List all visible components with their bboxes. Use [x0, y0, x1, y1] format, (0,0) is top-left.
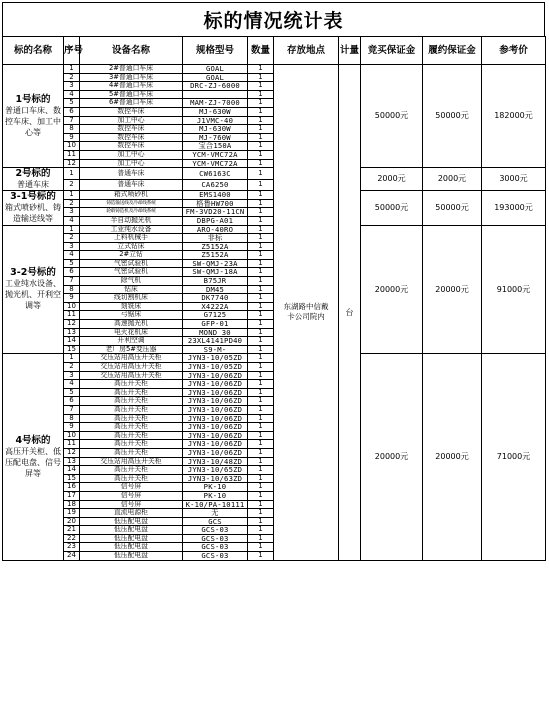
item-seq: 4: [64, 251, 80, 260]
item-qty: 1: [248, 259, 274, 268]
item-model: 23XL4141PD40: [183, 337, 248, 346]
item-device: 数控车床: [80, 125, 183, 134]
item-seq: 3: [64, 242, 80, 251]
item-qty: 1: [248, 509, 274, 518]
item-model: Z5152A: [183, 251, 248, 260]
item-seq: 12: [64, 159, 80, 168]
item-device: 低压配电盘: [80, 534, 183, 543]
item-qty: 1: [248, 242, 274, 251]
item-device: 低压配电盘: [80, 526, 183, 535]
item-device: 线切割机床: [80, 294, 183, 303]
item-qty: 1: [248, 363, 274, 372]
item-qty: 1: [248, 371, 274, 380]
item-qty: 1: [248, 354, 274, 363]
header-bid-deposit: 竞买保证金: [361, 37, 423, 65]
item-seq: 9: [64, 423, 80, 432]
item-device: 除气机: [80, 277, 183, 286]
item-model: MJ-760W: [183, 133, 248, 142]
item-qty: 1: [248, 431, 274, 440]
item-qty: 1: [248, 380, 274, 389]
item-qty: 1: [248, 552, 274, 561]
item-seq: 8: [64, 125, 80, 134]
item-model: CA6250: [183, 179, 248, 191]
item-seq: 10: [64, 431, 80, 440]
lot-name: 1号标的: [15, 94, 51, 106]
item-seq: 15: [64, 474, 80, 483]
item-model: JYN3-10/06ZD: [183, 405, 248, 414]
item-model: JYN3-10/48ZD: [183, 457, 248, 466]
item-model: EMS1400: [183, 191, 248, 200]
item-model: B75JR: [183, 277, 248, 286]
item-device: 2#普通口车床: [80, 65, 183, 74]
item-seq: 1: [64, 65, 80, 74]
item-qty: 1: [248, 116, 274, 125]
measure-unit: 台: [339, 65, 361, 561]
item-qty: 1: [248, 328, 274, 337]
item-device: 高压开关柜: [80, 448, 183, 457]
item-model: J1VMC-40: [183, 116, 248, 125]
lot-name-cell: [3, 354, 64, 560]
header-unit: 计量: [339, 37, 361, 65]
item-seq: 11: [64, 440, 80, 449]
item-device: 高压开关柜: [80, 397, 183, 406]
item-qty: 1: [248, 388, 274, 397]
item-device: 铸造输送线及冷却线系统: [80, 199, 183, 208]
item-device: 刻铣床: [80, 302, 183, 311]
item-qty: 1: [248, 234, 274, 243]
lot-name-cell: [3, 225, 64, 354]
lot-table: [2, 36, 546, 561]
item-seq: 1: [64, 354, 80, 363]
item-qty: 1: [248, 125, 274, 134]
item-model: GFP-01: [183, 320, 248, 329]
item-device: 直流电源柜: [80, 509, 183, 518]
item-device: 信号屏: [80, 483, 183, 492]
item-qty: 1: [248, 500, 274, 509]
item-device: 弓锯床: [80, 311, 183, 320]
item-qty: 1: [248, 466, 274, 475]
item-device: 3#普通口车床: [80, 73, 183, 82]
item-model: GCS-03: [183, 526, 248, 535]
item-qty: 1: [248, 405, 274, 414]
item-seq: 11: [64, 311, 80, 320]
item-device: 低压配电盘: [80, 543, 183, 552]
item-model: 无: [183, 509, 248, 518]
item-qty: 1: [248, 168, 274, 180]
item-qty: 1: [248, 397, 274, 406]
item-qty: 1: [248, 107, 274, 116]
item-qty: 1: [248, 225, 274, 234]
lot-description: 普通口车床、数控车床、加工中心等: [5, 106, 61, 138]
item-device: 气密试验机: [80, 259, 183, 268]
item-qty: 1: [248, 345, 274, 354]
item-device: 高压开关柜: [80, 380, 183, 389]
item-model: ARO-40RO: [183, 225, 248, 234]
item-seq: 17: [64, 491, 80, 500]
item-device: 高压开关柜: [80, 414, 183, 423]
header-location: 存放地点: [274, 37, 339, 65]
item-model: JYN3-10/06ZD: [183, 448, 248, 457]
item-model: DBPG-A01: [183, 216, 248, 225]
item-qty: 1: [248, 457, 274, 466]
item-seq: 2: [64, 234, 80, 243]
item-qty: 1: [248, 285, 274, 294]
item-seq: 9: [64, 294, 80, 303]
item-model: JYN3-10/63ZD: [183, 474, 248, 483]
item-model: MJ-630W: [183, 107, 248, 116]
item-model: PK-10: [183, 483, 248, 492]
performance-deposit: 50000元: [423, 65, 482, 168]
item-model: DK7740: [183, 294, 248, 303]
item-qty: 1: [248, 208, 274, 217]
item-model: DM45: [183, 285, 248, 294]
item-seq: 5: [64, 259, 80, 268]
item-seq: 8: [64, 414, 80, 423]
item-seq: 4: [64, 216, 80, 225]
item-qty: 1: [248, 90, 274, 99]
item-device: 普通车床: [80, 168, 183, 180]
lot-description: 普通车床: [17, 180, 49, 190]
item-model: Z5152A: [183, 242, 248, 251]
item-device: 交压站用高压开关柜: [80, 363, 183, 372]
performance-deposit: 20000元: [423, 225, 482, 354]
item-seq: 2: [64, 179, 80, 191]
reference-price: 193000元: [482, 191, 546, 225]
item-qty: 1: [248, 82, 274, 91]
item-qty: 1: [248, 311, 274, 320]
header-qty: 数量: [248, 37, 274, 65]
item-device: 6#普通口车床: [80, 99, 183, 108]
item-device: 气密试验机: [80, 268, 183, 277]
item-device: 交压站用高压开关柜: [80, 457, 183, 466]
item-seq: 16: [64, 483, 80, 492]
item-device: 数控车床: [80, 142, 183, 151]
item-seq: 20: [64, 517, 80, 526]
item-device: 加工中心: [80, 159, 183, 168]
item-device: 加工中心: [80, 150, 183, 159]
item-device: 老厂房5#变压器: [80, 345, 183, 354]
item-model: MAM-ZJ-7000: [183, 99, 248, 108]
item-device: 普通车床: [80, 179, 183, 191]
item-device: 电火花机床: [80, 328, 183, 337]
item-model: GCS-03: [183, 552, 248, 561]
item-model: PK-10: [183, 491, 248, 500]
item-seq: 13: [64, 457, 80, 466]
item-model: JYN3-10/06ZD: [183, 388, 248, 397]
header-model: 规格型号: [183, 37, 248, 65]
item-model: GOAL: [183, 65, 248, 74]
item-model: S9-M-: [183, 345, 248, 354]
item-device: 4#普通口车床: [80, 82, 183, 91]
header-device: 设备名称: [80, 37, 183, 65]
item-qty: 1: [248, 216, 274, 225]
item-device: 加工中心: [80, 116, 183, 125]
item-device: 高压开关柜: [80, 423, 183, 432]
item-device: 半自动抛光机: [80, 216, 183, 225]
item-model: GCS-03: [183, 534, 248, 543]
item-qty: 1: [248, 142, 274, 151]
item-seq: 21: [64, 526, 80, 535]
item-model: K-10/PA-10111: [183, 500, 248, 509]
item-qty: 1: [248, 337, 274, 346]
item-qty: 1: [248, 150, 274, 159]
item-seq: 3: [64, 208, 80, 217]
lot-description: 高压开关柜、低压配电盘、信号屏等: [5, 447, 61, 479]
item-seq: 4: [64, 380, 80, 389]
item-model: JYN3-10/65ZD: [183, 466, 248, 475]
item-model: 非标: [183, 234, 248, 243]
item-model: GCS-03: [183, 543, 248, 552]
item-model: DRC-ZJ-6000: [183, 82, 248, 91]
item-model: YCM-VMC72A: [183, 150, 248, 159]
item-qty: 1: [248, 268, 274, 277]
item-seq: 3: [64, 371, 80, 380]
item-seq: 7: [64, 277, 80, 286]
item-qty: 1: [248, 191, 274, 200]
item-qty: 1: [248, 526, 274, 535]
item-model: X4222A: [183, 302, 248, 311]
item-device: 数控车床: [80, 107, 183, 116]
item-seq: 5: [64, 388, 80, 397]
item-device: 2#立钻: [80, 251, 183, 260]
item-qty: 1: [248, 517, 274, 526]
item-device: 立式钻床: [80, 242, 183, 251]
item-qty: 1: [248, 65, 274, 74]
item-device: 工业纯水设备: [80, 225, 183, 234]
item-qty: 1: [248, 199, 274, 208]
item-qty: 1: [248, 491, 274, 500]
item-seq: 1: [64, 168, 80, 180]
item-model: JYN3-10/05ZD: [183, 354, 248, 363]
item-qty: 1: [248, 448, 274, 457]
item-device: 高压开关柜: [80, 466, 183, 475]
bid-deposit: 50000元: [361, 65, 423, 168]
header-reference-price: 参考价: [482, 37, 546, 65]
item-device: 上料机械手: [80, 234, 183, 243]
item-model: GOAL: [183, 73, 248, 82]
header-lot: 标的名称: [3, 37, 64, 65]
item-seq: 3: [64, 82, 80, 91]
item-seq: 4: [64, 90, 80, 99]
item-device: 低压配电盘: [80, 552, 183, 561]
item-model: CW6163C: [183, 168, 248, 180]
item-model: JYN3-10/06ZD: [183, 397, 248, 406]
lot-name-cell: [3, 65, 64, 168]
item-model: JYN3-10/06ZD: [183, 414, 248, 423]
item-model: JYN3-10/06ZD: [183, 440, 248, 449]
item-qty: 1: [248, 294, 274, 303]
reference-price: 3000元: [482, 168, 546, 191]
item-seq: 1: [64, 225, 80, 234]
item-seq: 8: [64, 285, 80, 294]
bid-deposit: 20000元: [361, 354, 423, 560]
item-seq: 6: [64, 397, 80, 406]
item-seq: 14: [64, 466, 80, 475]
page-title: 标的情况统计表: [2, 2, 545, 36]
item-device: 高速抛光机: [80, 320, 183, 329]
item-model: JYN3-10/06ZD: [183, 380, 248, 389]
performance-deposit: 50000元: [423, 191, 482, 225]
item-device: 高压开关柜: [80, 388, 183, 397]
item-device: 高压开关柜: [80, 405, 183, 414]
item-qty: 1: [248, 474, 274, 483]
item-qty: 1: [248, 483, 274, 492]
item-seq: 23: [64, 543, 80, 552]
item-device: 箱式喷砂机: [80, 191, 183, 200]
item-model: MOND 30: [183, 328, 248, 337]
item-model: JYN3-10/06ZD: [183, 371, 248, 380]
item-qty: 1: [248, 423, 274, 432]
item-device: 低压配电盘: [80, 517, 183, 526]
reference-price: 91000元: [482, 225, 546, 354]
item-qty: 1: [248, 302, 274, 311]
item-qty: 1: [248, 133, 274, 142]
item-qty: 1: [248, 179, 274, 191]
item-device: 高压开关柜: [80, 474, 183, 483]
item-device: 高压开关柜: [80, 431, 183, 440]
item-qty: 1: [248, 534, 274, 543]
item-seq: 14: [64, 337, 80, 346]
item-qty: 1: [248, 251, 274, 260]
lot-description: 箱式喷砂机、铸造输送线等: [5, 203, 61, 224]
item-seq: 11: [64, 150, 80, 159]
item-qty: 1: [248, 99, 274, 108]
item-qty: 1: [248, 73, 274, 82]
header-seq: 序号: [64, 37, 80, 65]
performance-deposit: 20000元: [423, 354, 482, 560]
item-device: 交压站用高压开关柜: [80, 354, 183, 363]
lot-name-cell: [3, 191, 64, 225]
item-seq: 5: [64, 99, 80, 108]
bid-deposit: 20000元: [361, 225, 423, 354]
item-seq: 1: [64, 191, 80, 200]
item-model: JYN3-10/05ZD: [183, 363, 248, 372]
item-seq: 13: [64, 328, 80, 337]
item-qty: 1: [248, 414, 274, 423]
item-seq: 7: [64, 116, 80, 125]
spreadsheet: [2, 2, 545, 561]
lot-name-cell: [3, 168, 64, 191]
item-qty: 1: [248, 440, 274, 449]
item-device: 轮毂铸造机及冷却线系统: [80, 208, 183, 217]
lot-name: 4号标的: [15, 435, 51, 447]
item-model: JYN3-10/06ZD: [183, 431, 248, 440]
item-seq: 15: [64, 345, 80, 354]
item-device: 高压开关柜: [80, 440, 183, 449]
lot-name: 3-1号标的: [10, 191, 56, 203]
item-model: YCM-VMC72A: [183, 159, 248, 168]
header-row: [3, 37, 546, 65]
item-qty: 1: [248, 320, 274, 329]
item-device: 开利空调: [80, 337, 183, 346]
performance-deposit: 2000元: [423, 168, 482, 191]
item-seq: 19: [64, 509, 80, 518]
header-performance-deposit: 履约保证金: [423, 37, 482, 65]
bid-deposit: 2000元: [361, 168, 423, 191]
item-seq: 12: [64, 448, 80, 457]
item-model: 格鲁HW700: [183, 199, 248, 208]
item-device: 交压站用高压开关柜: [80, 371, 183, 380]
item-seq: 9: [64, 133, 80, 142]
item-model: G7125: [183, 311, 248, 320]
item-device: 5#普通口车床: [80, 90, 183, 99]
reference-price: 71000元: [482, 354, 546, 560]
item-model: GCS: [183, 517, 248, 526]
item-device: 信号屏: [80, 491, 183, 500]
item-seq: 2: [64, 363, 80, 372]
item-device: 钻床: [80, 285, 183, 294]
item-seq: 10: [64, 142, 80, 151]
item-model: SW-QMJ-18A: [183, 268, 248, 277]
item-seq: 18: [64, 500, 80, 509]
reference-price: 182000元: [482, 65, 546, 168]
item-seq: 24: [64, 552, 80, 561]
bid-deposit: 50000元: [361, 191, 423, 225]
table-body: [3, 65, 546, 561]
lot-name: 3-2号标的: [10, 267, 56, 279]
item-seq: 6: [64, 107, 80, 116]
item-seq: 2: [64, 73, 80, 82]
item-qty: 1: [248, 277, 274, 286]
table-row: [3, 65, 546, 74]
item-seq: 10: [64, 302, 80, 311]
item-device: 数控车床: [80, 133, 183, 142]
item-model: JYN3-10/06ZD: [183, 423, 248, 432]
lot-name: 2号标的: [15, 168, 51, 180]
item-seq: 7: [64, 405, 80, 414]
item-model: 宝合150A: [183, 142, 248, 151]
item-qty: 1: [248, 159, 274, 168]
item-seq: 12: [64, 320, 80, 329]
storage-location: 东湖路中信戴卡公司院内: [274, 65, 339, 561]
item-qty: 1: [248, 543, 274, 552]
lot-description: 工业纯水设备、抛光机、开利空调等: [5, 279, 61, 311]
item-seq: 22: [64, 534, 80, 543]
item-seq: 6: [64, 268, 80, 277]
item-device: 信号屏: [80, 500, 183, 509]
item-seq: 2: [64, 199, 80, 208]
item-model: SW-QMJ-23A: [183, 259, 248, 268]
item-model: MJ-630W: [183, 125, 248, 134]
item-model: FM-3VD20-11CN: [183, 208, 248, 217]
